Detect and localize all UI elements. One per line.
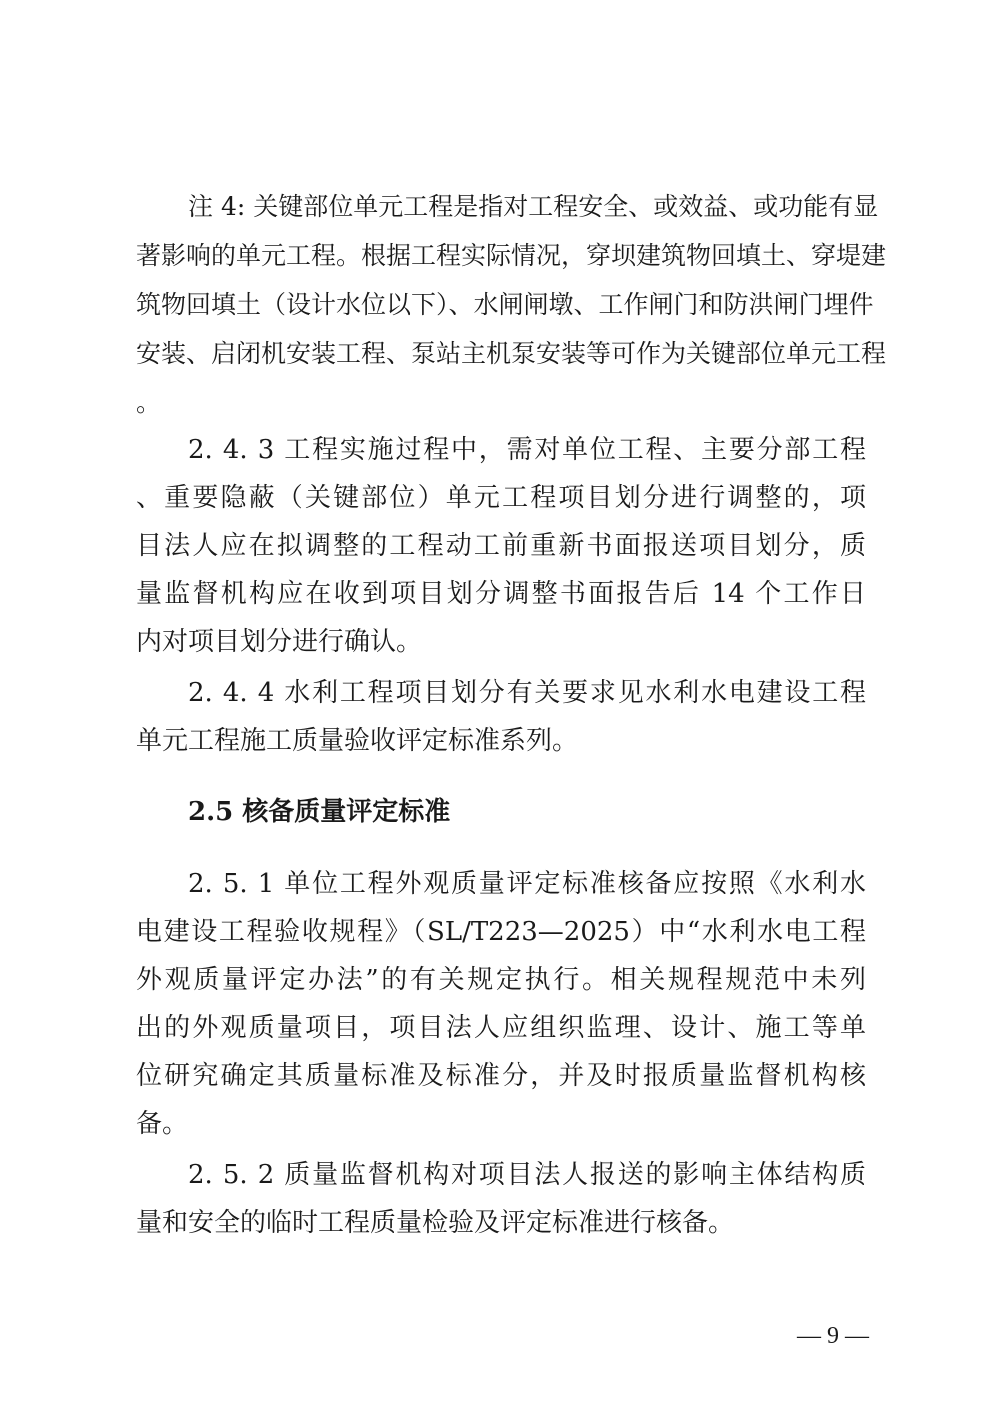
paragraph-line: 备。	[136, 1109, 189, 1139]
paragraph-line: 量和安全的临时工程质量检验及评定标准进行核备。	[136, 1208, 735, 1238]
paragraph-line: 电建设工程验收规程》（SL/T223—2025）中“水利水电工程	[136, 917, 866, 947]
paragraph-line: 2. 5. 2 质量监督机构对项目法人报送的影响主体结构质	[188, 1160, 866, 1190]
note-4-line-2: 著影响的单元工程。根据工程实际情况，穿坝建筑物回填土、穿堤建	[136, 241, 887, 270]
paragraph-line: 位研究确定其质量标准及标准分，并及时报质量监督机构核	[136, 1061, 866, 1091]
paragraph-line: 2. 5. 1 单位工程外观质量评定标准核备应按照《水利水	[188, 869, 866, 899]
page-number: — 9 —	[797, 1323, 869, 1349]
note-4-line-4: 安装、启闭机安装工程、泵站主机泵安装等可作为关键部位单元工程	[136, 339, 887, 368]
paragraph-line: 2. 4. 3 工程实施过程中，需对单位工程、主要分部工程	[188, 435, 866, 465]
note-4-line-5: 。	[136, 388, 162, 417]
note-4-line-1: 注 4: 关键部位单元工程是指对工程安全、或效益、或功能有显	[188, 192, 879, 221]
note-4-line-3: 筑物回填土（设计水位以下）、水闸闸墩、工作闸门和防洪闸门埋件	[136, 290, 874, 319]
paragraph-line: 出的外观质量项目，项目法人应组织监理、设计、施工等单	[136, 1013, 866, 1043]
paragraph-line: 量监督机构应在收到项目划分调整书面报告后 14 个工作日	[136, 579, 866, 609]
paragraph-line: 内对项目划分进行确认。	[136, 627, 423, 657]
paragraph-line: 2. 4. 4 水利工程项目划分有关要求见水利水电建设工程	[188, 678, 866, 708]
paragraph-line: 目法人应在拟调整的工程动工前重新书面报送项目划分，质	[136, 531, 866, 561]
paragraph-line: 、重要隐蔽（关键部位）单元工程项目划分进行调整的，项	[136, 483, 866, 513]
paragraph-line: 外观质量评定办法”的有关规定执行。相关规程规范中未列	[136, 965, 866, 995]
section-heading-2-5: 2.5 核备质量评定标准	[188, 797, 451, 827]
paragraph-line: 单元工程施工质量验收评定标准系列。	[136, 726, 579, 756]
